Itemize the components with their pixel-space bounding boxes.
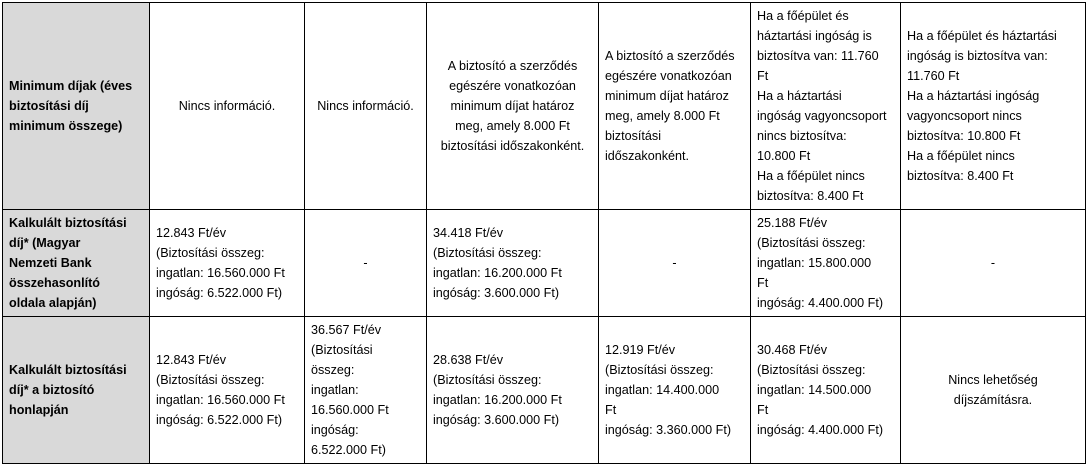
cell-line: (Biztosítási összeg:: [433, 246, 542, 260]
cell-line: ingóság: 3.600.000 Ft): [433, 413, 560, 427]
table-cell: [751, 317, 901, 464]
cell-line: 25.188 Ft/év: [757, 216, 828, 230]
cell-line: ingatlan: 16.560.000 Ft: [156, 393, 285, 407]
cell-line: -: [990, 256, 996, 270]
cell-line: A biztosító a szerződés: [605, 49, 735, 63]
table-row-minimum-fees: [3, 3, 1086, 210]
row-header-line: honlapján: [9, 403, 69, 417]
table-cell: [305, 317, 427, 464]
table-cell: [150, 317, 305, 464]
cell-line: ingatlan: 14.500.000: [757, 383, 872, 397]
cell-line: Nincs lehetőség: [948, 373, 1038, 387]
cell-line: ingóság vagyoncsoport: [757, 109, 887, 123]
cell-line: ingatlan: 16.200.000 Ft: [433, 393, 562, 407]
cell-line: időszakonként.: [605, 149, 690, 163]
cell-line: ingóság is biztosítva van:: [907, 49, 1048, 63]
cell-line: -: [363, 256, 368, 270]
cell-line: Ha a főépület nincs: [757, 169, 865, 183]
cell-line: Ft: [605, 403, 617, 417]
cell-line: Ha a főépület és háztartási: [907, 29, 1057, 43]
cell-line: ingatlan:: [311, 383, 359, 397]
cell-line: ingóság: 6.522.000 Ft): [156, 286, 283, 300]
cell-line: 6.522.000 Ft): [311, 443, 386, 457]
table-cell: [427, 317, 599, 464]
cell-line: (Biztosítási összeg:: [433, 373, 542, 387]
cell-line: Nincs információ.: [317, 99, 414, 113]
cell-line: (Biztosítási: [311, 343, 373, 357]
row-header-line: díj* a biztosító: [9, 383, 95, 397]
row-header-line: Kalkulált biztosítási: [9, 363, 127, 377]
table-cell: [901, 317, 1086, 464]
cell-line: Ft: [757, 403, 769, 417]
cell-line: Ft: [757, 69, 769, 83]
cell-line: 28.638 Ft/év: [433, 353, 504, 367]
row-header-line: Kalkulált biztosítási: [9, 216, 127, 230]
cell-line: 36.567 Ft/év: [311, 323, 382, 337]
cell-line: biztosítva: 8.400 Ft: [907, 169, 1014, 183]
cell-line: összeg:: [311, 363, 355, 377]
cell-line: 16.560.000 Ft: [311, 403, 389, 417]
cell-line: Ha a főépület és: [757, 9, 849, 23]
cell-line: ingóság:: [311, 423, 359, 437]
row-header-minimum-fees: [3, 3, 150, 210]
row-header-line: Nemzeti Bank: [9, 256, 92, 270]
table-cell: [751, 210, 901, 317]
cell-line: minimum díjat határoz: [605, 89, 729, 103]
cell-line: vagyoncsoport nincs: [907, 109, 1022, 123]
table-row-insurer-calculated-fee: [3, 317, 1086, 464]
cell-line: 11.760 Ft: [907, 69, 960, 83]
cell-line: Nincs információ.: [178, 99, 276, 113]
cell-line: Ha a háztartási ingóság: [907, 89, 1040, 103]
row-header-mnb-calculated-fee: [3, 210, 150, 317]
comparison-table: [2, 2, 1086, 464]
cell-line: (Biztosítási összeg:: [156, 246, 265, 260]
cell-line: Ha a háztartási: [757, 89, 842, 103]
cell-line: ingóság: 6.522.000 Ft): [156, 413, 283, 427]
cell-line: Ha a főépület nincs: [907, 149, 1015, 163]
cell-line: háztartási ingóság is: [757, 29, 872, 43]
cell-line: 12.843 Ft/év: [156, 353, 227, 367]
cell-line: ingatlan: 14.400.000: [605, 383, 720, 397]
cell-line: ingatlan: 16.560.000 Ft: [156, 266, 285, 280]
row-header-line: biztosítási díj: [9, 99, 89, 113]
row-header-line: Minimum díjak (éves: [9, 79, 133, 93]
table-cell: [599, 317, 751, 464]
cell-line: ingatlan: 15.800.000: [757, 256, 872, 270]
row-header-line: összehasonlító: [9, 276, 100, 290]
table-cell: [427, 210, 599, 317]
cell-line: biztosítva van: 11.760: [757, 49, 879, 63]
cell-line: biztosítási: [605, 129, 661, 143]
row-header-insurer-calculated-fee: [3, 317, 150, 464]
table-cell: [751, 3, 901, 210]
cell-line: 30.468 Ft/év: [757, 343, 828, 357]
cell-line: meg, amely 8.000 Ft: [605, 109, 720, 123]
cell-line: (Biztosítási összeg:: [757, 363, 866, 377]
cell-line: (Biztosítási összeg:: [605, 363, 714, 377]
cell-line: ingóság: 4.400.000 Ft): [757, 296, 884, 310]
table-cell: [427, 3, 599, 210]
cell-line: biztosítva: 10.800 Ft: [907, 129, 1021, 143]
table-cell: [901, 210, 1086, 317]
table-cell: [901, 3, 1086, 210]
cell-line: nincs biztosítva:: [757, 129, 847, 143]
table-cell: [150, 3, 305, 210]
table-row-mnb-calculated-fee: [3, 210, 1086, 317]
table-cell: [150, 210, 305, 317]
cell-line: ingóság: 4.400.000 Ft): [757, 423, 884, 437]
cell-line: ingatlan: 16.200.000 Ft: [433, 266, 562, 280]
cell-line: ingóság: 3.360.000 Ft): [605, 423, 732, 437]
cell-line: 12.843 Ft/év: [156, 226, 227, 240]
cell-line: biztosítva: 8.400 Ft: [757, 189, 864, 203]
cell-line: minimum díjat határoz: [450, 99, 575, 113]
table-cell: [599, 3, 751, 210]
table-cell: [305, 3, 427, 210]
cell-line: egészére vonatkozóan: [605, 69, 732, 83]
cell-line: -: [672, 256, 677, 270]
cell-line: meg, amely 8.000 Ft: [455, 119, 570, 133]
cell-line: 10.800 Ft: [757, 149, 811, 163]
cell-line: Ft: [757, 276, 769, 290]
table-cell: [599, 210, 751, 317]
row-header-line: oldala alapján): [9, 296, 97, 310]
cell-line: biztosítási időszakonként.: [440, 139, 585, 153]
cell-line: 12.919 Ft/év: [605, 343, 676, 357]
cell-line: ingóság: 3.600.000 Ft): [433, 286, 560, 300]
cell-line: 34.418 Ft/év: [433, 226, 504, 240]
cell-line: egészére vonatkozóan: [449, 79, 576, 93]
cell-line: (Biztosítási összeg:: [156, 373, 265, 387]
table-cell: [305, 210, 427, 317]
cell-line: A biztosító a szerződés: [447, 59, 578, 73]
cell-line: díjszámításra.: [953, 393, 1033, 407]
cell-line: (Biztosítási összeg:: [757, 236, 866, 250]
row-header-line: díj* (Magyar: [9, 236, 81, 250]
row-header-line: minimum összege): [9, 119, 123, 133]
